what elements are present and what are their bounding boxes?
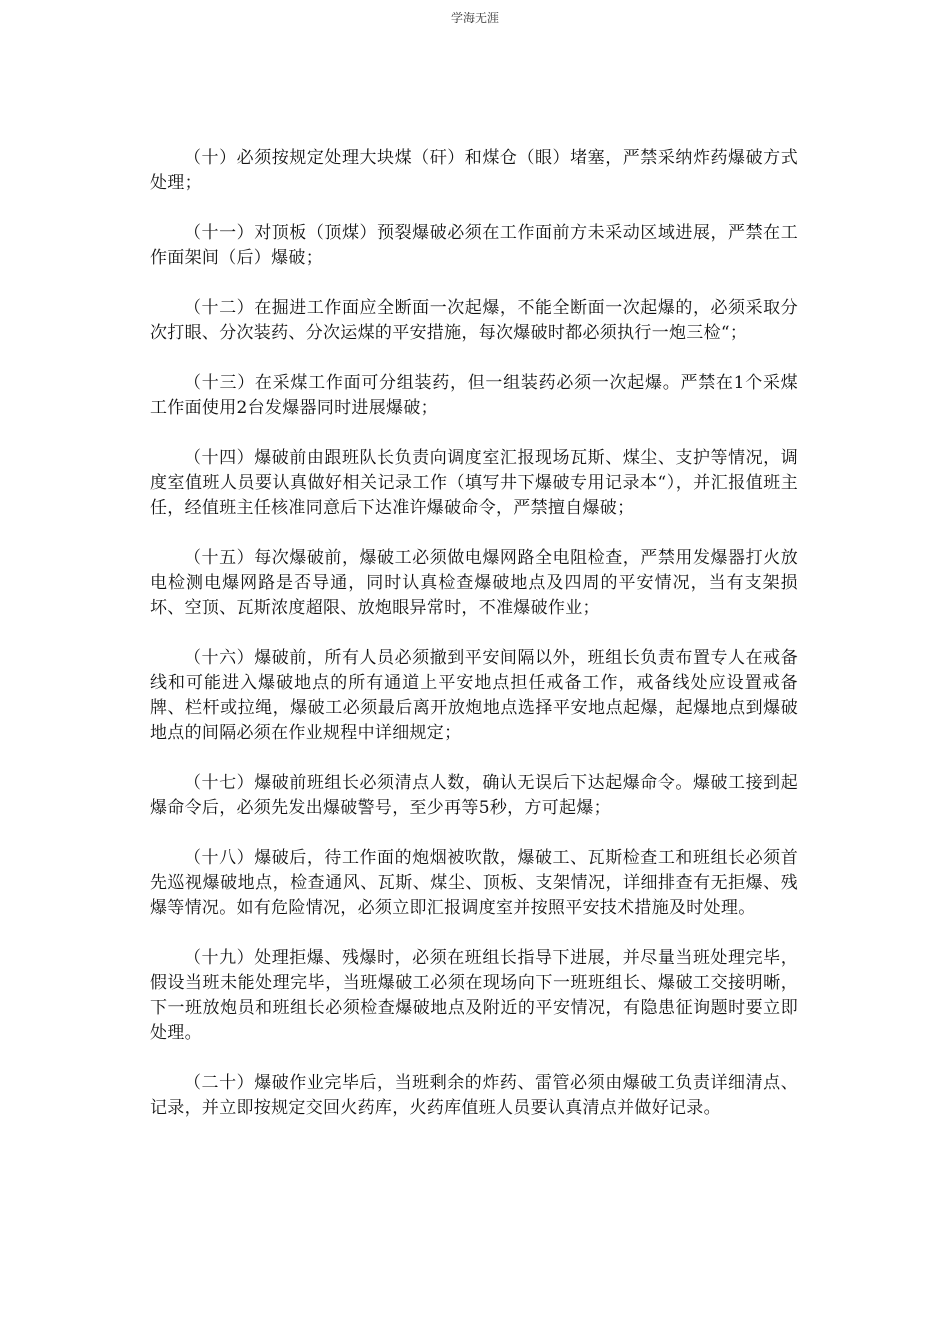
paragraph-11: （十一）对顶板（顶煤）预裂爆破必须在工作面前方未采动区域进展，严禁在工作面架间（后）爆破；: [150, 223, 798, 268]
paragraph-13: （十三）在采煤工作面可分组装药，但一组装药必须一次起爆。严禁在1个采煤工作面使用2台发爆器同时进展爆破；: [150, 373, 798, 418]
paragraph-18: （十八）爆破后，待工作面的炮烟被吹散，爆破工、瓦斯检查工和班组长必须首先巡视爆破地点，检查通风、瓦斯、煤尘、顶板、支架情况，详细排查有无拒爆、残爆等情况。如有危险情况，必须立即汇报调度室并按照平安技术措施及时处理。: [150, 848, 798, 918]
page-header: 学海无涯: [450, 11, 499, 25]
paragraph-14: （十四）爆破前由跟班队长负责向调度室汇报现场瓦斯、煤尘、支护等情况，调度室值班人员要认真做好相关记录工作（填写井下爆破专用记录本“），并汇报值班主任，经值班主任核准同意后下达准许爆破命令，严禁擅自爆破；: [150, 448, 798, 518]
paragraph-16: （十六）爆破前，所有人员必须撤到平安间隔以外，班组长负责布置专人在戒备线和可能进入爆破地点的所有通道上平安地点担任戒备工作，戒备线处应设置戒备牌、栏杆或拉绳，爆破工必须最后离开放炮地点选择平安地点起爆，起爆地点到爆破地点的间隔必须在作业规程中详细规定；: [150, 648, 798, 743]
paragraph-10: （十）必须按规定处理大块煤（矸）和煤仓（眼）堵塞，严禁采纳炸药爆破方式处理；: [150, 148, 798, 193]
paragraph-20: （二十）爆破作业完毕后，当班剩余的炸药、雷管必须由爆破工负责详细清点、记录，并立即按规定交回火药库，火药库值班人员要认真清点并做好记录。: [150, 1073, 798, 1118]
paragraph-17: （十七）爆破前班组长必须清点人数，确认无误后下达起爆命令。爆破工接到起爆命令后，必须先发出爆破警号，至少再等5秒，方可起爆；: [150, 773, 798, 818]
paragraph-19: （十九）处理拒爆、残爆时，必须在班组长指导下进展，并尽量当班处理完毕，假设当班未能处理完毕，当班爆破工必须在现场向下一班班组长、爆破工交接明晰，下一班放炮员和班组长必须检查爆破地点及附近的平安情况，有隐患征询题时要立即处理。: [150, 948, 798, 1043]
document-body: [150, 146, 798, 1146]
paragraph-12: （十二）在掘进工作面应全断面一次起爆，不能全断面一次起爆的，必须采取分次打眼、分次装药、分次运煤的平安措施，每次爆破时都必须执行一炮三检“；: [150, 298, 798, 343]
paragraph-15: （十五）每次爆破前，爆破工必须做电爆网路全电阻检查，严禁用发爆器打火放电检测电爆网路是否导通，同时认真检查爆破地点及四周的平安情况，当有支架损坏、空顶、瓦斯浓度超限、放炮眼异常时，不准爆破作业；: [150, 548, 798, 618]
